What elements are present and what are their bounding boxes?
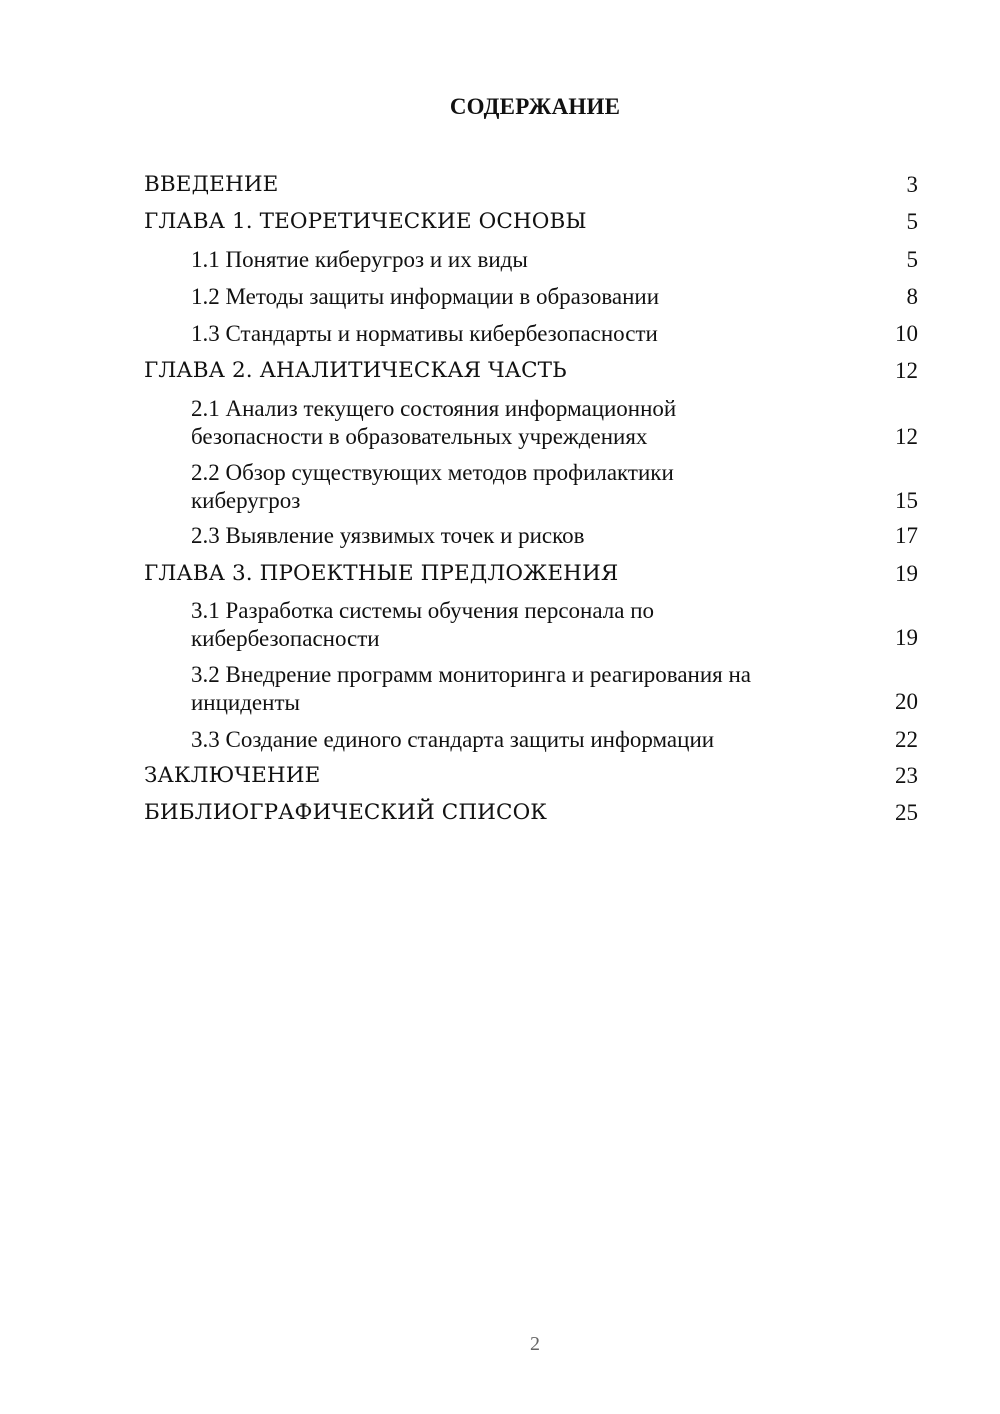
toc-entry-title: 1.3 Стандарты и нормативы кибербезопасности (191, 321, 658, 346)
toc-entry-title-line-2: киберугроз (191, 488, 301, 513)
toc-entry-page: 23 (895, 763, 918, 788)
toc-entry-page: 19 (895, 625, 918, 650)
toc-entry-page: 19 (895, 561, 918, 586)
toc-entry-title-line-1: 3.1 Разработка системы обучения персонала по (191, 598, 655, 623)
toc-entry-page: 20 (895, 689, 918, 714)
toc-entry-title: ЗАКЛЮЧЕНИЕ (144, 763, 321, 788)
toc-entry-title: 1.2 Методы защиты информации в образовании (191, 284, 660, 309)
toc-entry-title: ГЛАВА 2. АНАЛИТИЧЕСКАЯ ЧАСТЬ (144, 358, 567, 383)
toc-entry-page: 25 (895, 800, 918, 825)
page-number: 2 (530, 1333, 540, 1355)
toc-entry-page: 5 (906, 247, 918, 272)
toc-entry-title-line-2: кибербезопасности (191, 626, 380, 651)
toc-entry-title: 2.3 Выявление уязвимых точек и рисков (191, 523, 585, 548)
toc-entry-title: ГЛАВА 3. ПРОЕКТНЫЕ ПРЕДЛОЖЕНИЯ (144, 561, 619, 586)
toc-entry-page: 12 (895, 358, 918, 383)
toc-entry-title-line-2: инциденты (191, 690, 300, 715)
toc-entry-page: 8 (906, 284, 918, 309)
toc-entry-page: 12 (895, 424, 918, 449)
toc-entry-title-line-1: 2.2 Обзор существующих методов профилактики (191, 460, 674, 485)
toc-entry-page: 15 (895, 488, 918, 513)
toc-entry-title: ВВЕДЕНИЕ (144, 172, 279, 197)
toc-entry-title: 3.3 Создание единого стандарта защиты информации (191, 727, 715, 752)
toc-entry-title: 1.1 Понятие киберугроз и их виды (191, 247, 528, 272)
toc-entry-page: 5 (906, 209, 918, 234)
toc-entry-title-line-2: безопасности в образовательных учреждениях (191, 424, 648, 449)
toc-entry-page: 10 (895, 321, 918, 346)
toc-entry-page: 22 (895, 727, 918, 752)
toc-entry-page: 17 (895, 523, 918, 548)
toc-entry-title-line-1: 3.2 Внедрение программ мониторинга и реагирования на (191, 662, 752, 687)
page-title: СОДЕРЖАНИЕ (449, 94, 621, 119)
toc-entry-title: ГЛАВА 1. ТЕОРЕТИЧЕСКИЕ ОСНОВЫ (144, 209, 587, 234)
toc-entry-page: 3 (906, 172, 918, 197)
toc-entry-title: БИБЛИОГРАФИЧЕСКИЙ СПИСОК (144, 800, 548, 825)
toc-entry-title-line-1: 2.1 Анализ текущего состояния информационной (191, 396, 677, 421)
